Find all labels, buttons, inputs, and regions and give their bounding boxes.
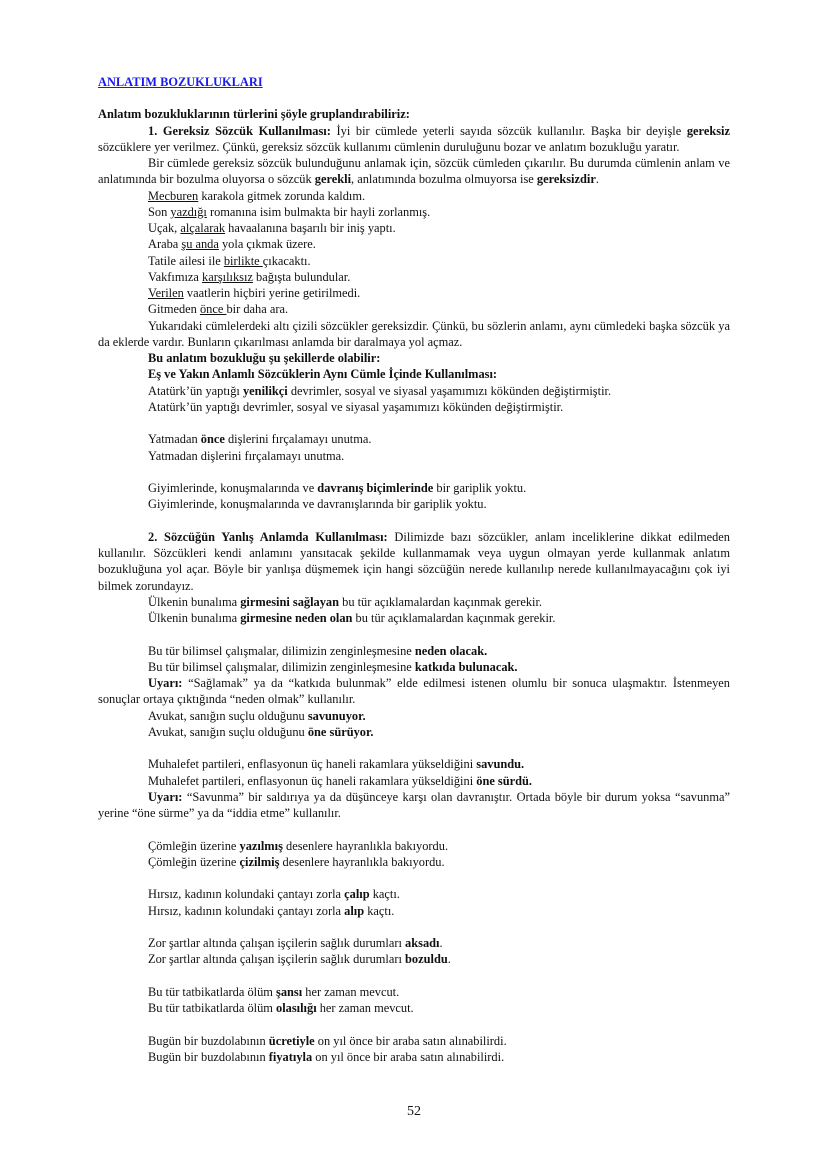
text-run: Yatmadan dişlerini fırçalamayı unutma.: [148, 448, 345, 463]
example-sentence: [98, 480, 730, 496]
text-run: her zaman mevcut.: [302, 984, 400, 999]
text-run: .: [595, 172, 599, 187]
text-run: Atatürk’ün yaptığı: [148, 383, 243, 398]
paragraph: [98, 123, 730, 156]
text-run: Avukat, sanığın suçlu olduğunu: [148, 724, 308, 739]
text-run: “Savunma” bir saldırıya ya da düşünceye karşı olan davranıştır. Ortada böyle bir durum yoksa “savunma” yerine “öne sürme” ya da “iddia etme” kullanılır.: [98, 789, 730, 820]
text-run: Ülkenin bunalıma: [148, 594, 241, 609]
text-run: kaçtı.: [364, 903, 395, 918]
text-run: Muhalefet partileri, enflasyonun üç haneli rakamlara yükseldiğini: [148, 773, 477, 788]
text-run: Yatmadan: [148, 432, 201, 447]
example-sentence: [98, 285, 730, 301]
text-run: yola çıkmak üzere.: [218, 237, 316, 252]
example-sentence: [98, 886, 730, 902]
bold-text: gereksiz: [686, 123, 730, 138]
example-sentence: [98, 366, 730, 382]
text-run: Uçak,: [148, 221, 181, 235]
bold-text: savundu.: [476, 757, 525, 772]
bold-text: öne sürüyor.: [307, 724, 374, 739]
bold-text: davranış biçimlerinde: [317, 481, 434, 495]
blank-line: [98, 415, 730, 431]
paragraph: [98, 789, 730, 822]
blank-line: [98, 919, 730, 935]
example-sentence: [98, 1049, 730, 1065]
section-title-link[interactable]: ANLATIM BOZUKLUKLARI: [98, 75, 263, 89]
bold-text: olasılığı: [276, 1001, 317, 1015]
bold-text: alıp: [344, 903, 365, 918]
text-run: Son: [148, 204, 171, 219]
text-run: Bu tür tatbikatlarda ölüm: [148, 984, 277, 999]
paragraph: [98, 675, 730, 708]
text-run: on yıl önce bir araba satın alınabilirdi.: [312, 1049, 505, 1064]
text-run: Hırsız, kadının kolundaki çantayı zorla: [148, 887, 345, 902]
text-run: bir gariplik yoktu.: [433, 481, 527, 495]
example-sentence: [98, 220, 730, 236]
document-page: [98, 74, 730, 1065]
underlined-word: karşılıksız: [202, 269, 253, 284]
text-run: Bugün bir buzdolabının: [148, 1049, 269, 1064]
text-run: Avukat, sanığın suçlu olduğunu: [148, 708, 308, 723]
text-run: vaatlerin hiçbiri yerine getirilmedi.: [183, 286, 361, 300]
bold-text: çalıp: [344, 887, 370, 902]
text-run: Araba: [148, 237, 182, 252]
text-run: Zor şartlar altında çalışan işçilerin sağlık durumları: [148, 936, 406, 950]
blank-line: [98, 513, 730, 529]
text-run: havaalanına başarılı bir iniş yaptı.: [225, 221, 396, 235]
example-sentence: [98, 188, 730, 204]
text-run: devrimler, sosyal ve siyasal yaşamımızı kökünden değiştirmiştir.: [287, 383, 612, 398]
underlined-word: Mecburen: [148, 188, 199, 203]
example-sentence: [98, 350, 730, 366]
text-run: Bir cümlede gereksiz sözcük bulunduğunu anlamak için, sözcük cümleden çıkarılır. Bu durumda cümlenin anlam ve anlatımında bir bozulma oluyorsa o sözcük: [98, 156, 730, 187]
example-sentence: [98, 708, 730, 724]
underlined-word: birlikte: [223, 253, 263, 268]
blank-line: [98, 740, 730, 756]
bold-text: girmesini sağlayan: [240, 594, 340, 609]
paragraph: [98, 106, 730, 122]
text-run: bu tür açıklamalardan kaçınmak gerekir.: [339, 594, 543, 609]
example-sentence: [98, 756, 730, 772]
bold-text: neden olacak.: [414, 643, 488, 658]
example-sentence: [98, 204, 730, 220]
example-sentence: [98, 301, 730, 317]
example-sentence: [98, 610, 730, 626]
bold-text: yazılmış: [239, 838, 283, 853]
text-run: Bu tür bilimsel çalışmalar, dilimizin zenginleşmesine: [148, 659, 415, 674]
text-run: bir daha ara.: [226, 302, 289, 317]
text-run: , anlatımında bozulma olmuyorsa ise: [351, 172, 537, 187]
blank-line: [98, 968, 730, 984]
example-sentence: [98, 496, 730, 512]
example-sentence: [98, 448, 730, 464]
example-sentence: [98, 1033, 730, 1049]
text-run: desenlere hayranlıkla bakıyordu.: [279, 854, 445, 869]
text-run: .: [447, 952, 451, 967]
example-sentence: [98, 984, 730, 1000]
text-run: Tatile ailesi ile: [148, 253, 224, 268]
text-run: on yıl önce bir araba satın alınabilirdi.: [314, 1033, 507, 1048]
text-run: desenlere hayranlıkla bakıyordu.: [282, 838, 449, 853]
text-run: Dilimizde bazı sözcükler, anlam inceliklerine dikkat edilmeden kullanılır. Sözcükleri kendi anlamını yansıtacak şekilde kullanmamak veya uygun olmayan yerde kullanmak anlatım bozukluğuna yol açar. Böyle bir yanlışa düşmemek için hangi sözcüğün nerede kullanılıp nerede kullanılmayacağını çok iyi bilmek zorundayız.: [98, 529, 730, 593]
example-sentence: [98, 935, 730, 951]
underlined-word: alçalarak: [180, 221, 226, 235]
text-run: çıkacaktı.: [262, 253, 311, 268]
text-run: Çömleğin üzerine: [148, 854, 240, 869]
text-run: kaçtı.: [369, 887, 400, 902]
text-run: Gitmeden: [148, 302, 200, 317]
text-run: romanına isim bulmakta bir hayli zorlanmış.: [206, 204, 431, 219]
example-sentence: [98, 643, 730, 659]
example-sentence: [98, 838, 730, 854]
bold-text: Uyarı:: [148, 676, 183, 690]
text-run: bağışta bulundular.: [252, 269, 351, 284]
text-run: İyi bir cümlede yeterli sayıda sözcük kullanılır. Başka bir deyişle: [330, 123, 687, 138]
bold-text: Uyarı:: [148, 789, 183, 804]
bold-text: 2. Sözcüğün Yanlış Anlamda Kullanılması:: [148, 529, 388, 544]
underlined-word: Verilen: [148, 286, 184, 300]
example-sentence: [98, 399, 730, 415]
bold-text: önce: [200, 432, 225, 447]
bold-text: fiyatıyla: [268, 1049, 313, 1064]
example-sentence: [98, 383, 730, 399]
text-run: karakola gitmek zorunda kaldım.: [198, 188, 366, 203]
text-run: Muhalefet partileri, enflasyonun üç haneli rakamlara yükseldiğini: [148, 757, 477, 772]
text-run: .: [439, 936, 443, 950]
bold-text: bozuldu: [405, 952, 448, 967]
text-run: Giyimlerinde, konuşmalarında ve davranışlarında bir gariplik yoktu.: [148, 497, 487, 512]
page-number: 52: [407, 1104, 421, 1119]
bold-text: ücretiyle: [268, 1033, 315, 1048]
bold-text: 1. Gereksiz Sözcük Kullanılması:: [148, 123, 331, 138]
example-sentence: [98, 1000, 730, 1016]
paragraph: [98, 155, 730, 188]
paragraph: [98, 318, 730, 351]
text-run: Bu tür bilimsel çalışmalar, dilimizin zenginleşmesine: [148, 643, 415, 658]
blank-line: [98, 1016, 730, 1032]
text-run: Bu tür tatbikatlarda ölüm: [148, 1001, 277, 1015]
example-sentence: [98, 236, 730, 252]
blank-line: [98, 870, 730, 886]
text-run: Yukarıdaki cümlelerdeki altı çizili sözcükler gereksizdir. Çünkü, bu sözlerin anlamı, aynı cümledeki başka sözcük ya da eklerde vardır. Bunların çıkarılması anlamda bir daralmaya yol açmaz.: [98, 318, 730, 349]
document-body: [98, 106, 730, 1065]
example-sentence: [98, 903, 730, 919]
bold-text: gerekli: [314, 172, 352, 187]
underlined-word: şu anda: [181, 237, 219, 252]
example-sentence: [98, 659, 730, 675]
text-run: dişlerini fırçalamayı unutma.: [224, 432, 372, 447]
text-run: Giyimlerinde, konuşmalarında ve: [148, 481, 318, 495]
underlined-word: yazdığı: [170, 204, 207, 219]
underlined-word: önce: [199, 302, 227, 317]
bold-text: katkıda bulunacak.: [414, 659, 518, 674]
example-sentence: [98, 253, 730, 269]
text-run: sözcüklere yer verilmez. Çünkü, gereksiz sözcük kullanımı cümlenin duruluğunu bozar ve anlatım bozukluğu yaratır.: [98, 139, 680, 154]
paragraph: [98, 529, 730, 594]
bold-text: gereksizdir: [536, 172, 596, 187]
example-sentence: [98, 594, 730, 610]
blank-line: [98, 821, 730, 837]
example-sentence: [98, 951, 730, 967]
text-run: “Sağlamak” ya da “katkıda bulunmak” elde edilmesi istenen olumlu bir sonuca ulaşmaktır. İstenmeyen sonuçlar ortaya çıktığında “neden olmak” kullanılır.: [98, 676, 730, 707]
bold-text: Bu anlatım bozukluğu şu şekillerde olabilir:: [148, 351, 381, 365]
bold-text: savunuyor.: [307, 708, 366, 723]
bold-text: çizilmiş: [239, 854, 280, 869]
bold-text: Eş ve Yakın Anlamlı Sözcüklerin Aynı Cümle İçinde Kullanılması:: [148, 367, 498, 382]
bold-text: öne sürdü.: [476, 773, 533, 788]
bold-text: şansı: [276, 984, 303, 999]
text-run: bu tür açıklamalardan kaçınmak gerekir.: [352, 611, 556, 625]
example-sentence: [98, 269, 730, 285]
bold-text: girmesine neden olan: [240, 611, 353, 625]
text-run: Çömleğin üzerine: [148, 838, 240, 853]
example-sentence: [98, 431, 730, 447]
text-run: Ülkenin bunalıma: [148, 611, 241, 625]
example-sentence: [98, 773, 730, 789]
bold-text: Anlatım bozukluklarının türlerini şöyle gruplandırabiliriz:: [98, 107, 410, 122]
text-run: Atatürk’ün yaptığı devrimler, sosyal ve siyasal yaşamımızı kökünden değiştirmiştir.: [148, 399, 564, 414]
text-run: Zor şartlar altında çalışan işçilerin sağlık durumları: [148, 952, 406, 967]
bold-text: aksadı: [405, 936, 440, 950]
blank-line: [98, 626, 730, 642]
text-run: Vakfımıza: [148, 269, 203, 284]
example-sentence: [98, 724, 730, 740]
blank-line: [98, 464, 730, 480]
bold-text: yenilikçi: [242, 383, 288, 398]
text-run: her zaman mevcut.: [316, 1001, 414, 1015]
text-run: Bugün bir buzdolabının: [148, 1033, 269, 1048]
text-run: Hırsız, kadının kolundaki çantayı zorla: [148, 903, 345, 918]
example-sentence: [98, 854, 730, 870]
